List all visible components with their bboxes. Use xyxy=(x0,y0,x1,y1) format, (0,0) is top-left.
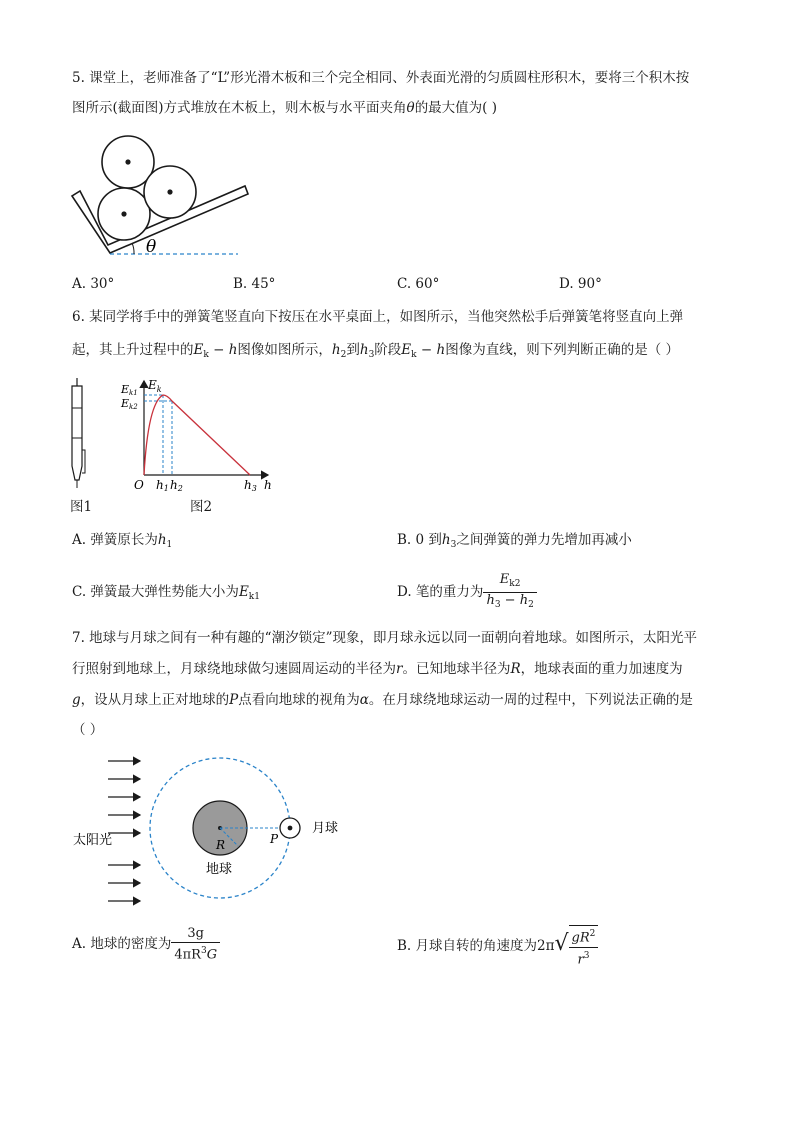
moon-label: 月球 xyxy=(312,821,339,836)
angle-arc xyxy=(132,243,134,254)
earth-radius-label: R xyxy=(216,838,226,852)
sunlight-label: 太阳光 xyxy=(73,833,113,848)
fig1-label: 图1 xyxy=(70,499,93,515)
q5-stem-line1: 5. 课堂上，老师准备了“L”形光滑木板和三个完全相同、外表面光滑的匀质圆柱形积木，要将三个积木按 xyxy=(72,70,690,86)
q5-option-a[interactable]: A. 30° xyxy=(72,276,115,292)
pen-body xyxy=(72,386,82,480)
ek1-label: Ek1 xyxy=(121,383,138,397)
q6-pen-figure xyxy=(66,378,96,493)
q7-stem-line3: g，设从月球上正对地球的P点看向地球的视角为α。在月球绕地球运动一周的过程中，下列说法正确的是 xyxy=(72,692,693,708)
weight-fraction: $\frac{E_{k2}}{h_3 - h_2}$ xyxy=(483,572,536,613)
q5-option-d[interactable]: D. 90° xyxy=(559,276,602,292)
ek-h-curve xyxy=(144,395,250,475)
q6-option-c[interactable]: C. 弹簧最大弹性势能大小为$E_{k1}$ xyxy=(72,584,260,602)
theta-label: θ xyxy=(146,237,157,257)
q7-option-a[interactable]: A. 地球的密度为 $\frac{3g}{4\pi R^3G}$ xyxy=(72,922,220,966)
sqrt-sign: √ xyxy=(554,931,569,956)
q5-option-c[interactable]: C. 60° xyxy=(397,276,440,292)
q5-figure xyxy=(70,130,270,260)
h1-label: h1 xyxy=(156,478,169,493)
q6-option-a[interactable]: A. 弹簧原长为$h_1$ xyxy=(72,532,173,550)
angular-velocity-fraction: $\frac{gR^2}{r^3}$ xyxy=(569,925,599,968)
ek2-label: Ek2 xyxy=(121,397,138,411)
q7-option-b[interactable]: B. 月球自转的角速度为2π√ $\frac{gR^2}{r^3}$ xyxy=(397,922,598,968)
h2-label: h2 xyxy=(170,478,183,493)
ek-axis-label: $E_k$ xyxy=(148,378,162,394)
q7-figure xyxy=(68,752,368,912)
q6-option-b[interactable]: B. 0 到$h_3$之间弹簧的弹力先增加再减小 xyxy=(397,532,632,550)
q5-stem-line2: 图所示(截面图)方式堆放在木板上，则木板与水平面夹角θ的最大值为( ) xyxy=(72,100,498,116)
point-p-label: P xyxy=(270,832,279,846)
density-fraction: $\frac{3g}{4\pi R^3G}$ xyxy=(171,926,220,963)
earth-label: 地球 xyxy=(206,862,233,877)
q7-stem-line2: 行照射到地球上，月球绕地球做匀速圆周运动的半径为r。已知地球半径为R，地球表面的重力加速度为 xyxy=(72,661,683,677)
q7-stem-line4: （ ） xyxy=(72,722,104,738)
h3-label: h3 xyxy=(244,478,257,493)
h-axis-label: h xyxy=(264,478,272,492)
q7-stem-line1: 7. 地球与月球之间有一种有趣的“潮汐锁定”现象，即月球永远以同一面朝向着地球。如图所示，太阳光平 xyxy=(72,630,697,646)
q6-ek-h-graph xyxy=(118,375,278,505)
sunlight-arrows xyxy=(108,761,140,901)
q5-option-b[interactable]: B. 45° xyxy=(233,276,276,292)
q6-stem-line2: 起，其上升过程中的$E_k - h$图像如图所示，$h_2$到$h_3$阶段$E_k - h$图像为直线，则下列判断正确的是（ ） xyxy=(72,342,680,360)
q6-stem-line1: 6. 某同学将手中的弹簧笔竖直向下按压在水平桌面上，如图所示，当他突然松手后弹簧笔将竖直向上弹 xyxy=(72,309,684,325)
fig2-label: 图2 xyxy=(190,499,213,515)
origin-label: O xyxy=(134,478,144,492)
q6-option-d[interactable]: D. 笔的重力为 $\frac{E_{k2}}{h_3 - h_2}$ xyxy=(397,569,537,615)
